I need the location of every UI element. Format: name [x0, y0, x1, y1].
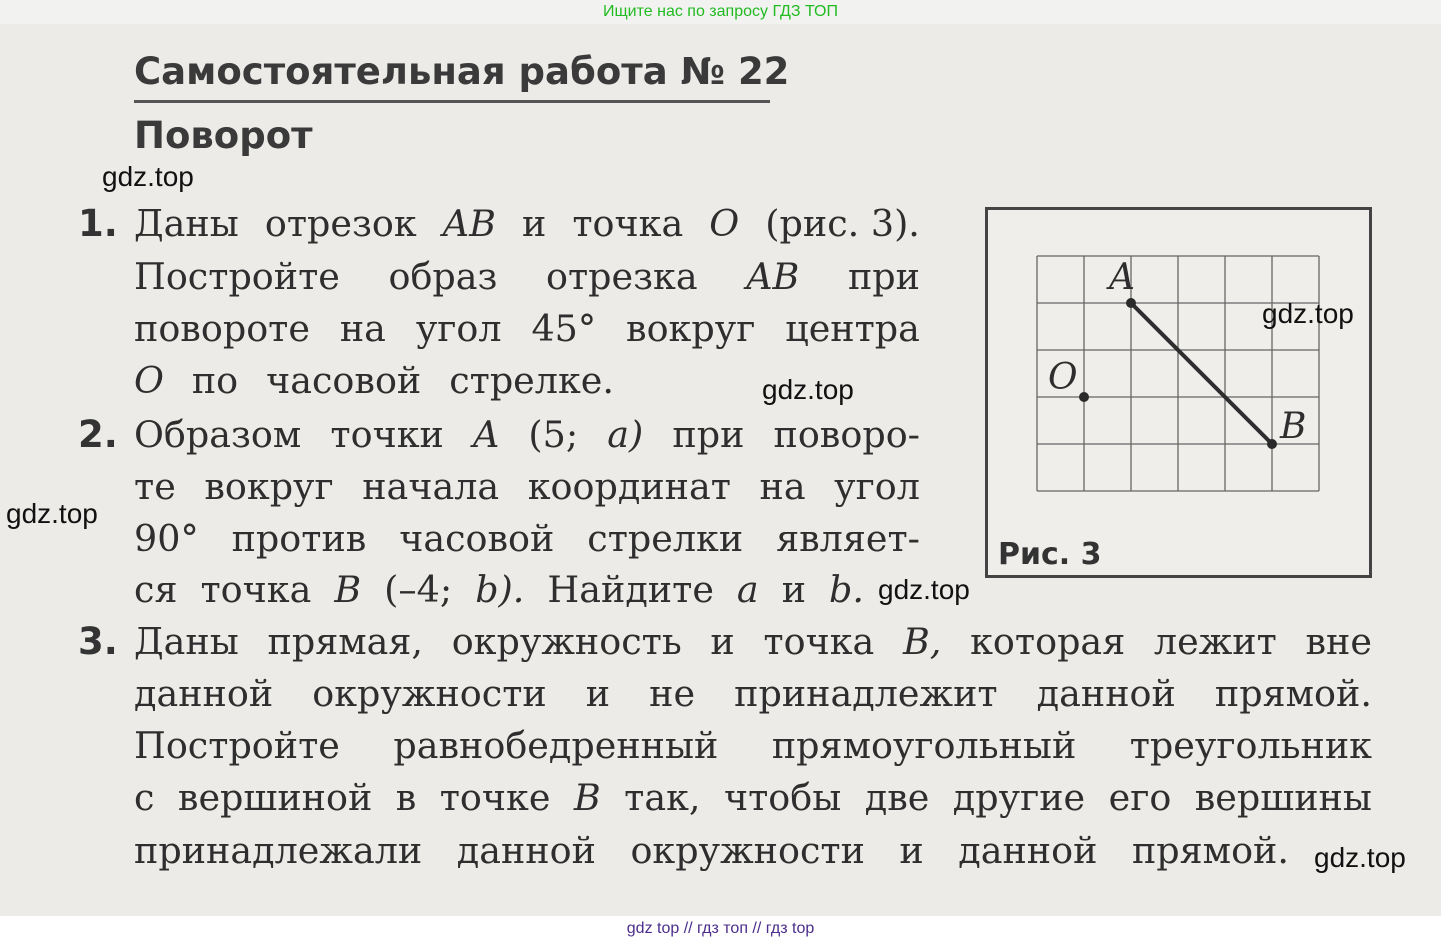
word: принадлежали: [134, 829, 423, 872]
word: образ: [388, 255, 498, 298]
word: две: [864, 776, 930, 819]
word: точки: [330, 413, 444, 456]
segment-ab: [1131, 303, 1272, 444]
point-label-b: B: [1280, 406, 1307, 447]
word: точке: [439, 776, 551, 819]
word: данной: [134, 672, 274, 715]
word: в: [395, 776, 417, 819]
point-label-o: O: [1048, 357, 1078, 398]
word: окружности: [630, 829, 865, 872]
word: отрезок: [264, 202, 417, 245]
word: и: [521, 202, 547, 245]
word: являет-: [776, 517, 920, 560]
word: те: [134, 465, 176, 508]
page-subtitle: Поворот: [134, 114, 313, 157]
word: O: [134, 359, 164, 402]
word: вокруг: [204, 465, 334, 508]
word: AB: [442, 202, 496, 245]
word: другие: [952, 776, 1086, 819]
word: ся: [134, 568, 178, 611]
word: вне: [1305, 620, 1372, 663]
word: против: [231, 517, 367, 560]
word: равнобедренный: [393, 724, 719, 767]
word: Найдите: [547, 568, 714, 611]
word: B: [334, 568, 362, 611]
word: окружности: [312, 672, 547, 715]
point-a: [1126, 298, 1136, 308]
word: и: [710, 620, 735, 663]
word: и: [781, 568, 807, 611]
word: часовой: [266, 359, 422, 402]
top-banner[interactable]: Ищите нас по запросу ГДЗ ТОП: [603, 3, 838, 20]
task-1-number: 1.: [78, 202, 118, 245]
word: повороте: [134, 307, 310, 350]
word: прямой.: [1131, 829, 1289, 872]
task-2-number: 2.: [78, 413, 118, 456]
word: (рис. 3).: [765, 202, 920, 245]
word: его: [1108, 776, 1172, 819]
word: и: [585, 672, 611, 715]
word: с: [134, 776, 155, 819]
word: точка: [572, 202, 684, 245]
word: данной: [958, 829, 1098, 872]
word: (–4;: [384, 568, 453, 611]
word: Даны: [134, 202, 239, 245]
page-title: Самостоятельная работа № 22: [134, 50, 790, 93]
word: треугольник: [1129, 724, 1372, 767]
word: вершиной: [177, 776, 373, 819]
word: окружность: [451, 620, 682, 663]
word: O: [709, 202, 740, 245]
word: B,: [902, 620, 942, 663]
watermark-4: gdz.top: [6, 498, 98, 529]
word: поворо-: [773, 413, 920, 456]
word: B: [573, 776, 601, 819]
word: Постройте: [134, 724, 340, 767]
figure-caption: Рис. 3: [998, 537, 1102, 572]
watermark-5: gdz.top: [878, 574, 970, 605]
word: отрезка: [546, 255, 698, 298]
watermark-6: gdz.top: [1314, 842, 1406, 873]
watermark-3: gdz.top: [762, 374, 854, 405]
word: начала: [362, 465, 500, 508]
word: на: [759, 465, 806, 508]
word: b.: [829, 568, 864, 611]
footer-links[interactable]: gdz top // гдз топ // гдз top: [0, 916, 1441, 943]
figure-points: [1048, 257, 1306, 449]
word: AB: [746, 255, 800, 298]
word: вершины: [1194, 776, 1372, 819]
word: координат: [527, 465, 731, 508]
word: A: [472, 413, 500, 456]
point-b: [1267, 439, 1277, 449]
word: центра: [785, 307, 920, 350]
word: стрелки: [587, 517, 744, 560]
word: по: [191, 359, 239, 402]
word: чтобы: [723, 776, 842, 819]
word: которая: [970, 620, 1126, 663]
word: данной: [1036, 672, 1176, 715]
word: принадлежит: [734, 672, 998, 715]
word: прямая,: [267, 620, 424, 663]
word: прямоугольный: [771, 724, 1077, 767]
word: Образом: [134, 413, 302, 456]
word: так,: [624, 776, 701, 819]
word: прямой.: [1214, 672, 1372, 715]
task-3-number: 3.: [78, 620, 118, 663]
word: 45°: [531, 307, 597, 350]
word: точка: [200, 568, 312, 611]
point-label-a: A: [1109, 257, 1135, 298]
word: Постройте: [134, 255, 340, 298]
word: Даны: [134, 620, 239, 663]
word: на: [339, 307, 386, 350]
word: не: [649, 672, 696, 715]
figure-grid: [1037, 256, 1319, 491]
word: и: [899, 829, 924, 872]
word: 90°: [134, 517, 199, 560]
word: лежит: [1153, 620, 1277, 663]
word: угол: [834, 465, 920, 508]
watermark-2: gdz.top: [1262, 298, 1354, 329]
word: b).: [475, 568, 525, 611]
point-o: [1079, 392, 1089, 402]
word: при: [847, 255, 920, 298]
word: вокруг: [626, 307, 756, 350]
word: при: [672, 413, 745, 456]
word: стрелке.: [449, 359, 614, 402]
word: угол: [415, 307, 502, 350]
word: точка: [763, 620, 875, 663]
word: a): [607, 413, 644, 456]
word: a: [736, 568, 759, 611]
word: часовой: [399, 517, 555, 560]
watermark-1: gdz.top: [102, 161, 194, 192]
word: данной: [456, 829, 596, 872]
word: (5;: [528, 413, 579, 456]
